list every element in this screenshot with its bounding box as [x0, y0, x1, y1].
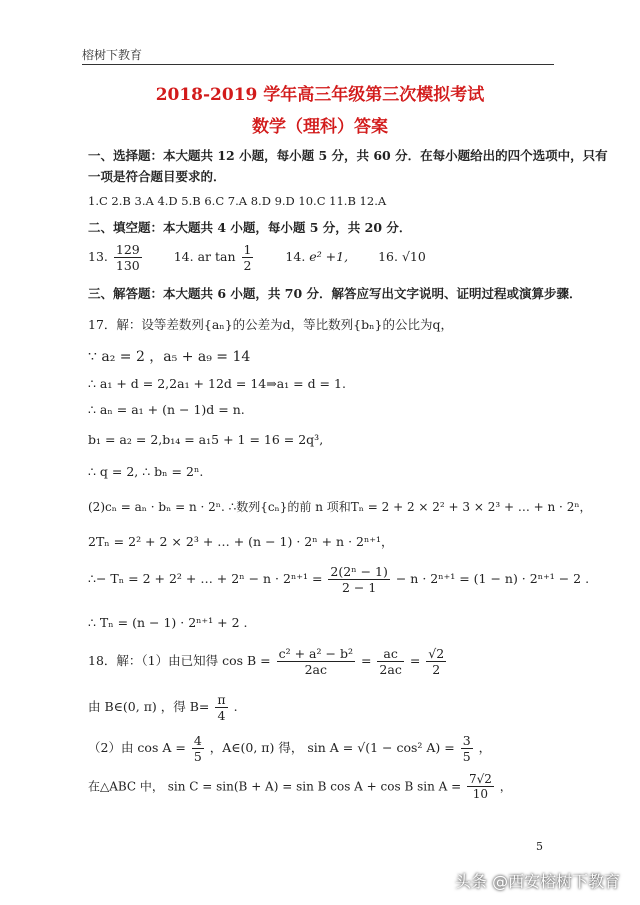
p18-line3-post: ， [478, 740, 492, 755]
p17-line8-num: 2(2ⁿ − 1) [330, 564, 388, 579]
header-org: 榕树下教育 [82, 48, 143, 62]
p18-frac3-den: 2 [432, 662, 441, 677]
p17-line1: ∵ a₂ = 2 ，a₅ + a₉ = 14 [88, 349, 251, 365]
section1-heading-cont: 一项是符合题目要求的． [88, 169, 226, 184]
p18-frac3-num: √2 [428, 646, 445, 661]
p17-line2: ∴ a₁ + d = 2,2a₁ + 12d = 14⇒a₁ = d = 1. [88, 376, 346, 391]
p17-line9: ∴ Tₙ = (n − 1) · 2ⁿ⁺¹ + 2 . [88, 615, 248, 630]
section1-heading: 一、选择题：本大题共 12 小题，每小题 5 分，共 60 分．在每小题给出的四个选项中，只有 [88, 148, 608, 163]
p17-line8-post: − n · 2ⁿ⁺¹ = (1 − n) · 2ⁿ⁺¹ − 2 . [395, 571, 590, 586]
p18-frac1 [277, 646, 355, 677]
p18-frac1-num: c² + a² − b² [278, 646, 353, 661]
p18-line3-frac2 [461, 733, 473, 764]
p18-eq2: = [409, 653, 421, 668]
p18-frac2 [377, 646, 403, 677]
p17-line8-pre: ∴− Tₙ = 2 + 2² + … + 2ⁿ − n · 2ⁿ⁺¹ = [88, 571, 323, 586]
p17-line4: b₁ = a₂ = 2,b₁₄ = a₁5 + 1 = 16 = 2q³, [88, 432, 324, 447]
q14-fraction [242, 242, 254, 273]
p18-line3-frac1 [192, 733, 204, 764]
p17-line8-fraction [328, 564, 389, 595]
p17-line8-den: 2 − 1 [341, 580, 377, 595]
q14-text: ar tan [197, 249, 236, 264]
q14-label: 14. [173, 249, 194, 264]
p17-line6: (2)cₙ = aₙ · bₙ = n · 2ⁿ. ∴数列{cₙ}的前 n 项和Tₙ = 2 + 2 × 2² + 3 × 2³ + … + n · 2ⁿ， [88, 500, 592, 514]
watermark: 头条 @西安榕树下教育 [455, 872, 621, 891]
q14-den: 2 [243, 258, 252, 273]
p18-line4-num: 7√2 [468, 772, 492, 786]
q13-fraction [114, 242, 142, 273]
p17-line5: ∴ q = 2, ∴ bₙ = 2ⁿ. [88, 464, 204, 479]
p18-line3-num2: 3 [462, 733, 471, 748]
p18-frac1-den: 2ac [304, 662, 327, 677]
p18-line3-pre: （2）由 cos A = [88, 740, 186, 755]
p18-line1-pre: 18．解：（1）由已知得 cos B = [88, 653, 271, 668]
q13-den: 130 [115, 258, 140, 273]
q15-text: e² +1, [309, 249, 349, 264]
p17-line3: ∴ aₙ = a₁ + (n − 1)d = n. [88, 402, 245, 417]
q16-label: 16. [378, 249, 398, 264]
p17-line7: 2Tₙ = 2² + 2 × 2³ + … + (n − 1) · 2ⁿ + n · 2ⁿ⁺¹， [88, 534, 394, 549]
p17-line8 [88, 564, 589, 595]
p18-line3-mid: ，A∈(0, π) 得， sin A = √(1 − cos² A) = [209, 740, 455, 755]
fill-answers [88, 242, 426, 273]
q15-label: 14. [285, 249, 306, 264]
page-title: 2018-2019 学年高三年级第三次模拟考试 [155, 85, 485, 105]
p18-line2-fraction [215, 692, 227, 723]
page-number: 5 [536, 840, 543, 853]
p18-line4-pre: 在△ABC 中， sin C = sin(B + A) = sin B cos A + cos B sin A = [88, 779, 462, 794]
p18-frac2-den: 2ac [379, 662, 402, 677]
p18-line4 [88, 772, 512, 802]
section3-heading: 三、解答题：本大题共 6 小题，共 70 分．解答应写出文字说明、证明过程或演算步骤． [88, 286, 582, 301]
p18-line3-den2: 5 [462, 749, 471, 764]
section2-heading: 二、填空题：本大题共 4 小题，每小题 5 分，共 20 分． [88, 220, 412, 235]
p17-intro: 17．解：设等差数列{aₙ}的公差为d，等比数列{bₙ}的公比为q， [88, 317, 453, 332]
choice-answers: 1.C 2.B 3.A 4.D 5.B 6.C 7.A 8.D 9.D 10.C 11.B 12.A [88, 194, 387, 208]
p18-line3 [88, 733, 491, 764]
p18-line2-den: 4 [217, 708, 226, 723]
q13-label: 13. [88, 249, 108, 264]
p18-line2-post: . [233, 699, 238, 714]
p18-line2-pre: 由 B∈(0, π) ，得 B= [88, 699, 210, 714]
p18-line3-num1: 4 [193, 733, 202, 748]
p18-line2 [88, 692, 238, 723]
p18-line2-num: π [217, 692, 226, 707]
q13-num: 129 [115, 242, 140, 257]
p18-line1 [88, 646, 448, 677]
q16-text: √10 [401, 249, 426, 264]
p18-line4-post: ， [499, 779, 512, 794]
p18-line4-den: 10 [472, 787, 489, 802]
page-subtitle: 数学（理科）答案 [252, 117, 388, 137]
header-rule [82, 64, 554, 65]
p18-frac3 [426, 646, 446, 677]
p18-frac2-num: ac [377, 646, 403, 662]
q14-num: 1 [243, 242, 252, 257]
p18-line3-den1: 5 [193, 749, 202, 764]
p18-eq1: = [360, 653, 372, 668]
p18-line4-fraction [467, 772, 494, 802]
